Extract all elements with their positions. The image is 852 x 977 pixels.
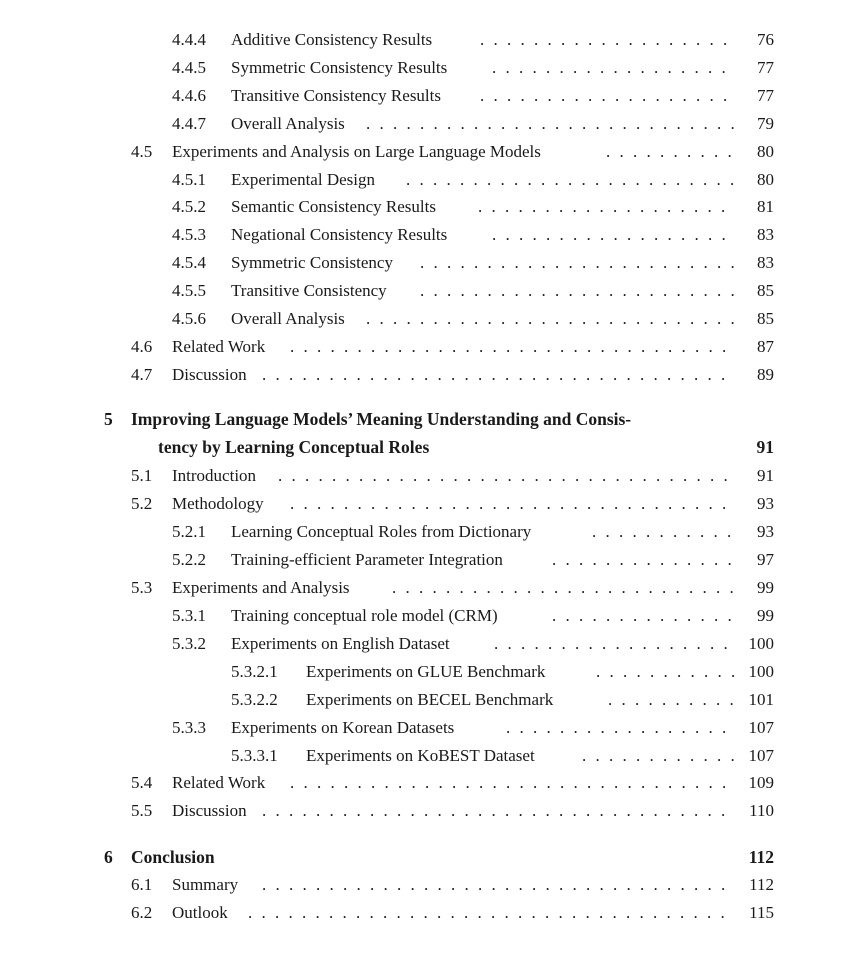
section-number: 5.3.3 bbox=[172, 718, 206, 737]
dot-leader bbox=[262, 873, 735, 897]
section-number: 6.2 bbox=[131, 903, 153, 922]
section-number: 5.2 bbox=[131, 494, 153, 513]
toc-entry bbox=[0, 464, 852, 488]
dot-leader bbox=[552, 548, 735, 572]
page-number: 85 bbox=[757, 281, 774, 300]
toc-entry bbox=[0, 279, 852, 303]
section-title: Additive Consistency Results bbox=[231, 30, 433, 49]
dot-leader bbox=[492, 56, 735, 80]
section-title: Overall Analysis bbox=[231, 114, 345, 133]
section-title: Related Work bbox=[172, 773, 266, 792]
section-number: 4.4.7 bbox=[172, 114, 206, 133]
page-number: 100 bbox=[748, 662, 774, 681]
toc-entry bbox=[0, 901, 852, 925]
section-title: Discussion bbox=[172, 801, 247, 820]
page-number: 97 bbox=[757, 550, 774, 569]
section-number: 4.4.5 bbox=[172, 58, 206, 77]
section-number: 4.5.3 bbox=[172, 225, 206, 244]
dot-leader bbox=[582, 744, 735, 768]
chapter-number: 6 bbox=[104, 847, 113, 867]
toc-entry bbox=[0, 84, 852, 108]
toc-entry bbox=[0, 492, 852, 516]
section-number: 4.6 bbox=[131, 337, 153, 356]
section-number: 4.7 bbox=[131, 365, 153, 384]
section-number: 5.1 bbox=[131, 466, 153, 485]
toc-entry bbox=[0, 632, 852, 656]
dot-leader bbox=[406, 168, 735, 192]
page-number: 107 bbox=[748, 746, 774, 765]
page-number: 81 bbox=[757, 197, 774, 216]
section-number: 4.5.1 bbox=[172, 170, 206, 189]
page-number: 91 bbox=[757, 466, 774, 485]
section-title: Summary bbox=[172, 875, 239, 894]
section-number: 5.3.1 bbox=[172, 606, 206, 625]
section-title: Transitive Consistency bbox=[231, 281, 387, 300]
toc-entry bbox=[0, 799, 852, 823]
section-number: 5.2.1 bbox=[172, 522, 206, 541]
section-number: 4.4.6 bbox=[172, 86, 206, 105]
section-title: Introduction bbox=[172, 466, 257, 485]
toc-entry bbox=[0, 660, 852, 684]
page-number: 100 bbox=[748, 634, 774, 653]
dot-leader bbox=[290, 335, 735, 359]
section-number: 5.3.2 bbox=[172, 634, 206, 653]
dot-leader bbox=[552, 604, 735, 628]
dot-leader bbox=[290, 771, 735, 795]
section-title: Overall Analysis bbox=[231, 309, 345, 328]
page-number: 89 bbox=[757, 365, 774, 384]
dot-leader bbox=[606, 140, 735, 164]
section-title: Training conceptual role model (CRM) bbox=[231, 606, 498, 625]
page-number: 109 bbox=[748, 773, 774, 792]
toc-entry bbox=[0, 251, 852, 275]
dot-leader bbox=[494, 632, 735, 656]
chapter-title-line1: Improving Language Models’ Meaning Understanding and Consis- bbox=[131, 409, 632, 429]
section-number: 4.4.4 bbox=[172, 30, 206, 49]
toc-entry bbox=[0, 688, 852, 712]
chapter-number: 5 bbox=[104, 409, 113, 429]
section-title: Outlook bbox=[172, 903, 228, 922]
page-number: 76 bbox=[757, 30, 774, 49]
toc-entry bbox=[0, 604, 852, 628]
section-title: Symmetric Consistency bbox=[231, 253, 393, 272]
dot-leader bbox=[478, 195, 735, 219]
page-number: 77 bbox=[757, 86, 774, 105]
section-title: Experiments on KoBEST Dataset bbox=[306, 746, 535, 765]
dot-leader bbox=[506, 716, 735, 740]
section-title: Training-efficient Parameter Integration bbox=[231, 550, 503, 569]
page-number: 87 bbox=[757, 337, 774, 356]
section-number: 5.3 bbox=[131, 578, 153, 597]
dot-leader bbox=[420, 279, 735, 303]
dot-leader bbox=[480, 28, 735, 52]
toc-entry bbox=[0, 335, 852, 359]
toc-entry bbox=[0, 363, 852, 387]
section-number: 4.5.6 bbox=[172, 309, 206, 328]
toc-entry bbox=[0, 716, 852, 740]
dot-leader bbox=[608, 688, 735, 712]
section-title: Experimental Design bbox=[231, 170, 375, 189]
toc-entry bbox=[0, 195, 852, 219]
section-number: 4.5.4 bbox=[172, 253, 206, 272]
dot-leader bbox=[392, 576, 735, 600]
page-number: 79 bbox=[757, 114, 774, 133]
page-number: 99 bbox=[757, 578, 774, 597]
section-title: Related Work bbox=[172, 337, 266, 356]
section-number: 4.5 bbox=[131, 142, 153, 161]
section-title: Experiments on English Dataset bbox=[231, 634, 450, 653]
page-number: 107 bbox=[748, 718, 774, 737]
page-number: 110 bbox=[749, 801, 774, 820]
dot-leader bbox=[592, 520, 735, 544]
toc-entry bbox=[0, 520, 852, 544]
dot-leader bbox=[480, 84, 735, 108]
toc-entry bbox=[0, 168, 852, 192]
page-number: 85 bbox=[757, 309, 774, 328]
section-title: Semantic Consistency Results bbox=[231, 197, 436, 216]
dot-leader bbox=[420, 251, 735, 275]
dot-leader bbox=[290, 492, 735, 516]
toc-entry bbox=[0, 873, 852, 897]
section-title: Experiments and Analysis bbox=[172, 578, 350, 597]
toc-entry bbox=[0, 28, 852, 52]
toc-entry bbox=[0, 140, 852, 164]
section-title: Discussion bbox=[172, 365, 247, 384]
dot-leader bbox=[278, 464, 735, 488]
dot-leader bbox=[262, 363, 735, 387]
section-number: 5.3.2.1 bbox=[231, 662, 278, 681]
section-title: Experiments on GLUE Benchmark bbox=[306, 662, 546, 681]
page-number: 101 bbox=[748, 690, 774, 709]
section-number: 5.5 bbox=[131, 801, 153, 820]
chapter-title: Conclusion bbox=[131, 847, 215, 867]
section-title: Experiments and Analysis on Large Language Models bbox=[172, 142, 541, 161]
section-title: Methodology bbox=[172, 494, 264, 513]
section-number: 5.3.2.2 bbox=[231, 690, 278, 709]
toc-entry bbox=[0, 307, 852, 331]
section-title: Negational Consistency Results bbox=[231, 225, 448, 244]
page-number: 83 bbox=[757, 225, 774, 244]
toc-chapter bbox=[0, 843, 852, 871]
dot-leader bbox=[596, 660, 735, 684]
section-title: Symmetric Consistency Results bbox=[231, 58, 448, 77]
toc-entry bbox=[0, 576, 852, 600]
section-number: 4.5.5 bbox=[172, 281, 206, 300]
section-number: 4.5.2 bbox=[172, 197, 206, 216]
section-title: Experiments on Korean Datasets bbox=[231, 718, 455, 737]
section-number: 6.1 bbox=[131, 875, 153, 894]
page-number: 80 bbox=[757, 170, 774, 189]
toc-chapter bbox=[0, 405, 852, 465]
toc-entry bbox=[0, 771, 852, 795]
page-number: 115 bbox=[749, 903, 774, 922]
section-number: 5.2.2 bbox=[172, 550, 206, 569]
toc-entry bbox=[0, 56, 852, 80]
section-title: Experiments on BECEL Benchmark bbox=[306, 690, 554, 709]
page-number: 91 bbox=[756, 437, 774, 457]
section-title: Learning Conceptual Roles from Dictionary bbox=[231, 522, 532, 541]
toc-entry bbox=[0, 223, 852, 247]
dot-leader bbox=[248, 901, 735, 925]
dot-leader bbox=[492, 223, 735, 247]
section-number: 5.3.3.1 bbox=[231, 746, 278, 765]
toc-entry bbox=[0, 548, 852, 572]
page-number: 112 bbox=[749, 875, 774, 894]
dot-leader bbox=[366, 307, 735, 331]
chapter-title-line2: tency by Learning Conceptual Roles bbox=[158, 437, 430, 457]
page-number: 99 bbox=[757, 606, 774, 625]
section-title: Transitive Consistency Results bbox=[231, 86, 441, 105]
page-number: 83 bbox=[757, 253, 774, 272]
page-number: 93 bbox=[757, 522, 774, 541]
dot-leader bbox=[262, 799, 735, 823]
dot-leader bbox=[366, 112, 735, 136]
section-number: 5.4 bbox=[131, 773, 153, 792]
toc-entry bbox=[0, 744, 852, 768]
page-number: 80 bbox=[757, 142, 774, 161]
page-number: 112 bbox=[748, 847, 774, 867]
toc-entry bbox=[0, 112, 852, 136]
page-number: 93 bbox=[757, 494, 774, 513]
page-number: 77 bbox=[757, 58, 774, 77]
